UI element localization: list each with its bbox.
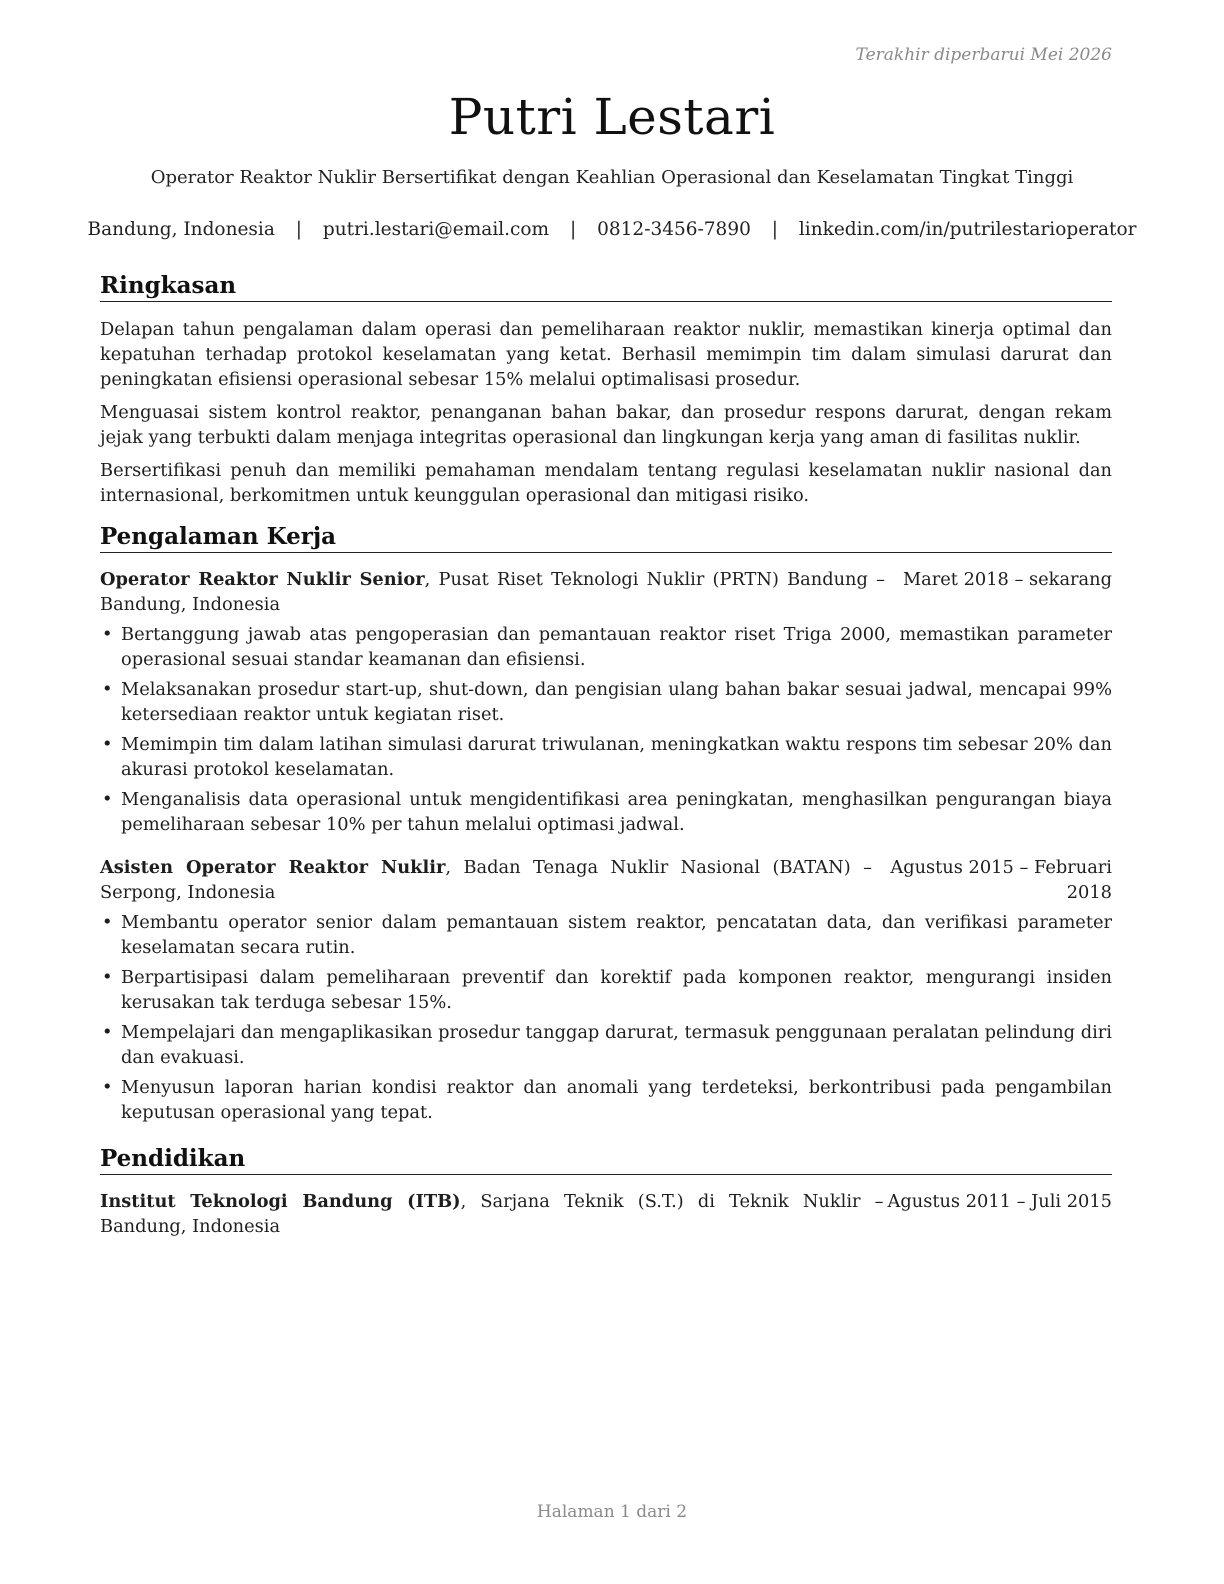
education-school: Institut Teknologi Bandung (ITB): [100, 1191, 461, 1212]
contact-separator: |: [569, 219, 577, 240]
contact-phone[interactable]: 0812-3456-7890: [597, 219, 751, 240]
page-number: Halaman 1 dari 2: [536, 1502, 688, 1522]
list-item: • Bertanggung jawab atas pengoperasian dan pemantauan reaktor riset Triga 2000, memastikan parameter operasional sesuai standar keamanan dan efisiensi.: [102, 624, 1112, 670]
job-bullets: [100, 622, 1112, 837]
education-detail: , Sarjana Teknik (S.T.) di Teknik Nuklir – Bandung, Indonesia: [100, 1191, 884, 1237]
job-organization: , Badan Tenaga Nuklir Nasional (BATAN) – Serpong, Indonesia: [100, 857, 872, 903]
list-item: • Memimpin tim dalam latihan simulasi darurat triwulanan, meningkatkan waktu respons tim sebesar 20% dan akurasi protokol keselamatan.: [102, 734, 1112, 780]
job-organization: , Pusat Riset Teknologi Nuklir (PRTN) Bandung – Bandung, Indonesia: [100, 569, 885, 615]
bullet-dot-icon: •: [102, 734, 113, 755]
bullet-dot-icon: •: [102, 912, 113, 933]
bullet-dot-icon: •: [102, 1022, 113, 1043]
contact-separator: |: [771, 219, 778, 240]
last-updated-note: Terakhir diperbarui Mei 2026: [855, 45, 1112, 65]
bullet-dot-icon: •: [102, 967, 113, 988]
candidate-name: Putri Lestari: [448, 88, 776, 146]
list-item: • Menganalisis data operasional untuk mengidentifikasi area peningkatan, menghasilkan pengurangan biaya pemeliharaan sebesar 10% per tahun melalui optimasi jadwal.: [102, 789, 1112, 835]
job-dates: Maret 2018 – sekarang: [902, 569, 1112, 590]
bullet-dot-icon: •: [102, 679, 113, 700]
list-item: • Membantu operator senior dalam pemantauan sistem reaktor, pencatatan data, dan verifikasi parameter keselamatan secara rutin.: [102, 912, 1112, 958]
education-title-line: [100, 1189, 884, 1239]
summary-paragraph: Menguasai sistem kontrol reaktor, penanganan bahan bakar, dan prosedur respons darurat, dengan rekam jejak yang terbukti dalam menjaga integritas operasional dan lingkungan kerja yang aman di fasilitas nuklir.: [100, 402, 1112, 448]
job-title-line: [100, 567, 885, 617]
job-entry: [100, 567, 1112, 837]
education-dates: Agustus 2011 – Juli 2015: [887, 1191, 1112, 1212]
list-item: • Mempelajari dan mengaplikasikan prosedur tanggap darurat, termasuk penggunaan peralatan pelindung diri dan evakuasi.: [102, 1022, 1112, 1068]
education-section: [100, 1145, 1112, 1239]
bullet-dot-icon: •: [102, 624, 113, 645]
education-entry: [100, 1189, 1112, 1239]
summary-paragraph: Delapan tahun pengalaman dalam operasi dan pemeliharaan reaktor nuklir, memastikan kinerja optimal dan kepatuhan terhadap protokol keselamatan yang ketat. Berhasil memimpin tim dalam simulasi darurat dan peningkatan efisiensi operasional sebesar 15% melalui optimalisasi prosedur.: [100, 319, 1112, 390]
job-role: Asisten Operator Reaktor Nuklir: [100, 857, 446, 878]
contact-email[interactable]: putri.lestari@email.com: [322, 219, 550, 240]
summary-section: [100, 272, 1112, 508]
job-role: Operator Reaktor Nuklir Senior: [100, 569, 425, 590]
experience-title: Pengalaman Kerja: [100, 523, 1112, 553]
bullet-dot-icon: •: [102, 789, 113, 810]
job-header: [100, 567, 1112, 617]
education-title: Pendidikan: [100, 1145, 1112, 1175]
contact-line: [0, 219, 1224, 240]
contact-separator: |: [295, 219, 302, 240]
job-title-line: [100, 855, 872, 905]
contact-linkedin[interactable]: linkedin.com/in/putrilestarioperator: [798, 219, 1137, 240]
job-entry: [100, 855, 1112, 1125]
contact-location: Bandung, Indonesia: [87, 219, 275, 240]
bullet-dot-icon: •: [102, 1077, 113, 1098]
summary-title: Ringkasan: [100, 272, 1112, 302]
list-item: • Melaksanakan prosedur start-up, shut-down, dan pengisian ulang bahan bakar sesuai jadwal, mencapai 99% ketersediaan reaktor untuk kegiatan riset.: [102, 679, 1112, 725]
candidate-headline: Operator Reaktor Nuklir Bersertifikat dengan Keahlian Operasional dan Keselamatan Tingkat Tinggi: [150, 167, 1074, 188]
job-header: [100, 855, 1112, 905]
summary-paragraph: Bersertifikasi penuh dan memiliki pemahaman mendalam tentang regulasi keselamatan nuklir nasional dan internasional, berkomitmen untuk keunggulan operasional dan mitigasi risiko.: [100, 460, 1112, 506]
list-item: • Menyusun laporan harian kondisi reaktor dan anomali yang terdeteksi, berkontribusi pada pengambilan keputusan operasional yang tepat.: [102, 1077, 1112, 1123]
job-bullets: [100, 910, 1112, 1125]
job-dates: Agustus 2015 – Februari 2018: [890, 857, 1112, 903]
list-item: • Berpartisipasi dalam pemeliharaan preventif dan korektif pada komponen reaktor, mengurangi insiden kerusakan tak terduga sebesar 15%.: [102, 967, 1112, 1013]
experience-section: [100, 523, 1112, 1130]
